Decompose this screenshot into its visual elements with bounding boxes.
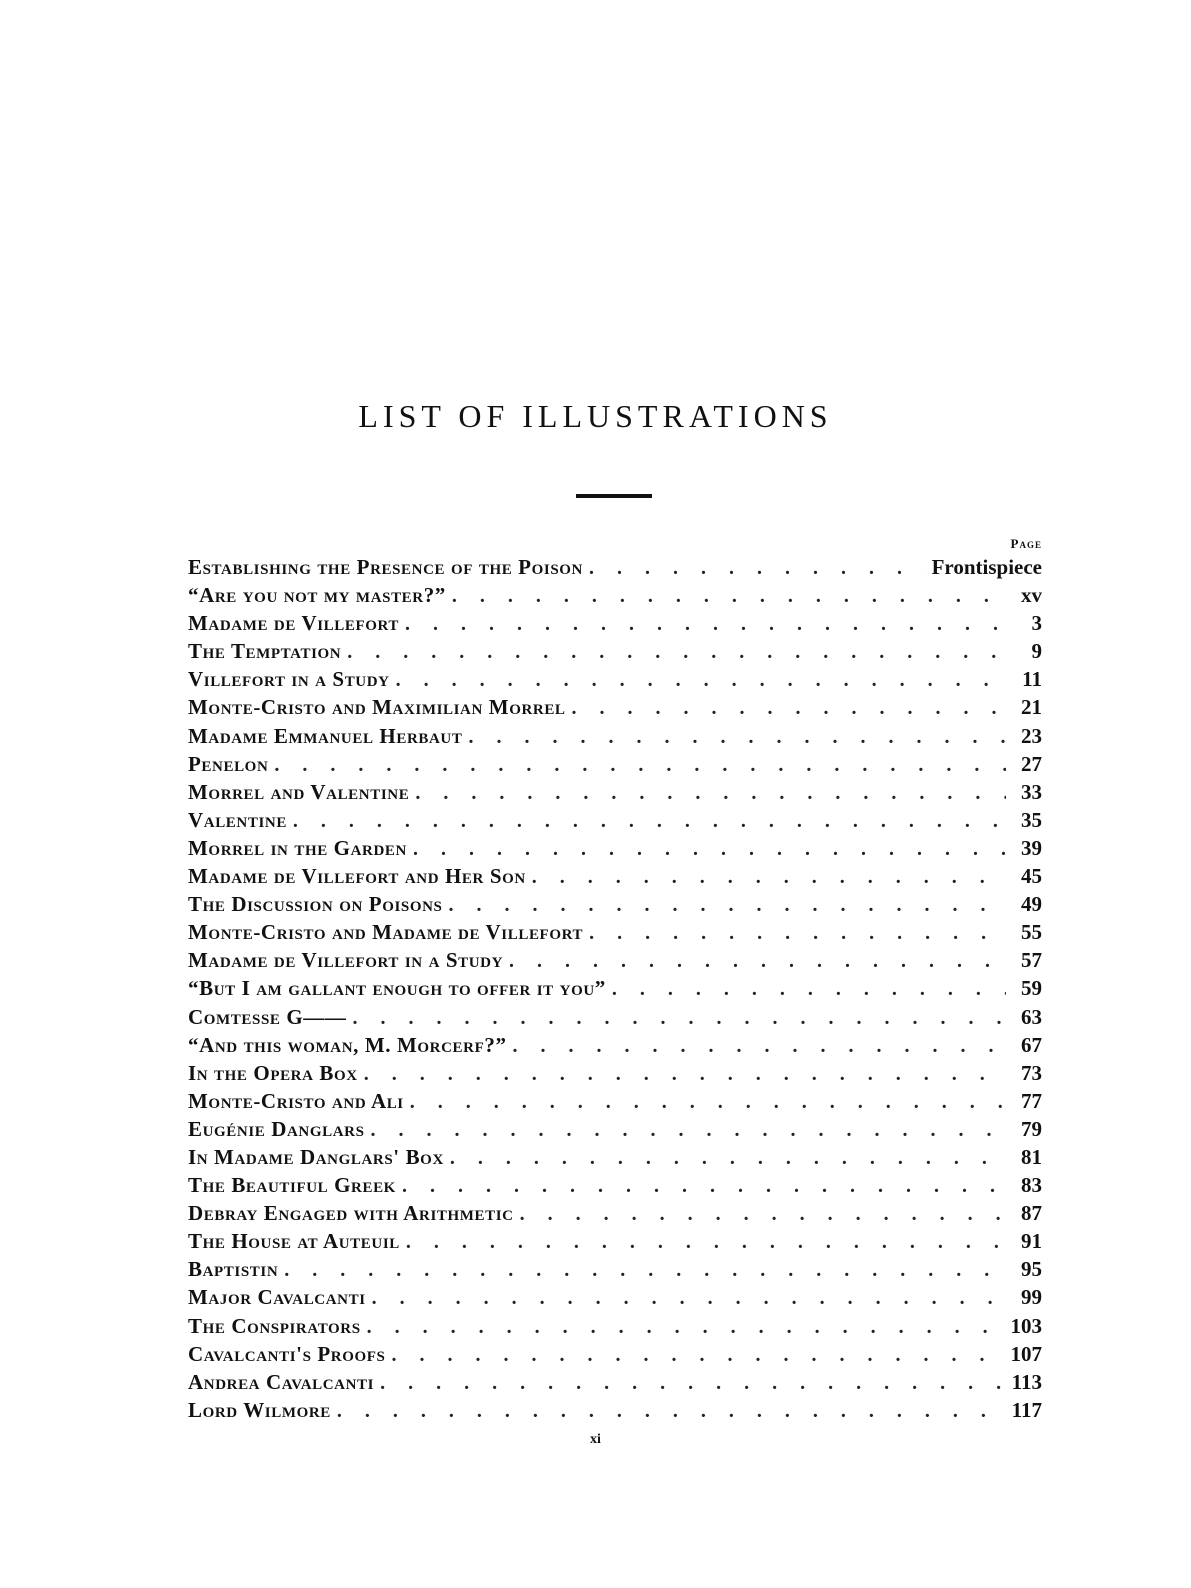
- illustration-title: “But I am gallant enough to offer it you”: [188, 976, 606, 1001]
- list-item: [188, 1227, 1042, 1255]
- illustration-page-number: 103: [1010, 1313, 1042, 1338]
- illustration-page-number: 21: [1021, 695, 1042, 720]
- dot-leader: [274, 751, 1006, 779]
- dot-leader: [284, 1256, 1006, 1284]
- illustration-title: Morrel in the Garden: [188, 835, 407, 860]
- illustration-page-number: 63: [1021, 1004, 1042, 1029]
- dot-leader: [572, 694, 1006, 722]
- dot-leader: [402, 1172, 1006, 1200]
- page-folio: xi: [590, 1432, 601, 1447]
- dot-leader: [415, 779, 1006, 807]
- illustration-title: The Beautiful Greek: [188, 1173, 396, 1198]
- dot-leader: [520, 1200, 1006, 1228]
- dot-leader: [337, 1397, 1006, 1425]
- illustration-title: Penelon: [188, 751, 269, 776]
- dot-leader: [372, 1284, 1006, 1312]
- illustration-title: Debray Engaged with Arithmetic: [188, 1201, 514, 1226]
- list-item: [188, 834, 1042, 862]
- illustration-page-number: 59: [1021, 976, 1042, 1001]
- dot-leader: [367, 1313, 1005, 1341]
- dot-leader: [405, 610, 1006, 638]
- illustration-title: Madame de Villefort and Her Son: [188, 864, 526, 889]
- illustration-title: Madame Emmanuel Herbaut: [188, 723, 463, 748]
- dot-leader: [589, 919, 1006, 947]
- illustration-page-number: 113: [1011, 1369, 1042, 1394]
- list-item: [188, 806, 1042, 834]
- illustration-title: Madame de Villefort in a Study: [188, 948, 504, 973]
- list-item: [188, 1368, 1042, 1396]
- dot-leader: [589, 554, 926, 582]
- list-item: [188, 974, 1042, 1002]
- illustration-page-number: 79: [1021, 1116, 1042, 1141]
- list-item: [188, 609, 1042, 637]
- list-item: [188, 1283, 1042, 1311]
- illustration-title: In Madame Danglars' Box: [188, 1144, 444, 1169]
- illustration-page-number: 3: [1031, 611, 1042, 636]
- list-item: [188, 1171, 1042, 1199]
- illustration-page-number: 35: [1021, 807, 1042, 832]
- illustration-title: Major Cavalcanti: [188, 1285, 366, 1310]
- illustrations-list: [188, 553, 1042, 1424]
- list-item: [188, 1396, 1042, 1424]
- illustration-title: In the Opera Box: [188, 1060, 358, 1085]
- dot-leader: [364, 1060, 1006, 1088]
- dot-leader: [406, 1228, 1006, 1256]
- list-item: [188, 637, 1042, 665]
- illustration-title: Baptistin: [188, 1257, 279, 1282]
- dot-leader: [410, 1088, 1006, 1116]
- list-item: [188, 862, 1042, 890]
- illustration-page-number: 95: [1021, 1257, 1042, 1282]
- list-item: [188, 1003, 1042, 1031]
- list-item: [188, 1312, 1042, 1340]
- illustration-page-number: 45: [1021, 864, 1042, 889]
- illustration-page-number: 87: [1021, 1201, 1042, 1226]
- illustration-title: Morrel and Valentine: [188, 779, 410, 804]
- illustration-title: The Conspirators: [188, 1313, 361, 1338]
- list-item: [188, 1340, 1042, 1368]
- illustration-title: Monte-Cristo and Ali: [188, 1088, 404, 1113]
- dot-leader: [532, 863, 1006, 891]
- list-item: [188, 1199, 1042, 1227]
- illustration-page-number: Frontispiece: [931, 555, 1042, 579]
- illustration-title: “And this woman, M. Morcerf?”: [188, 1032, 507, 1057]
- dot-leader: [347, 638, 1006, 666]
- list-item: [188, 553, 1042, 581]
- page-title: LIST OF ILLUSTRATIONS: [358, 398, 833, 434]
- page-column-header: Page: [1010, 536, 1042, 551]
- list-item: [188, 1031, 1042, 1059]
- illustration-title: The Temptation: [188, 639, 342, 664]
- illustration-title: Valentine: [188, 807, 287, 832]
- list-item: [188, 1059, 1042, 1087]
- illustration-page-number: xv: [1021, 583, 1042, 608]
- illustration-page-number: 39: [1021, 835, 1042, 860]
- illustration-page-number: 81: [1021, 1144, 1042, 1169]
- dot-leader: [371, 1116, 1006, 1144]
- illustration-page-number: 27: [1021, 751, 1042, 776]
- illustration-page-number: 107: [1010, 1341, 1042, 1366]
- illustration-page-number: 11: [1022, 667, 1042, 692]
- list-item: [188, 1115, 1042, 1143]
- list-item: [188, 1255, 1042, 1283]
- list-item: [188, 778, 1042, 806]
- illustration-title: “Are you not my master?”: [188, 583, 446, 608]
- dot-leader: [448, 891, 1006, 919]
- illustration-title: Comtesse G——: [188, 1004, 347, 1029]
- illustration-title: Lord Wilmore: [188, 1397, 331, 1422]
- dot-leader: [509, 947, 1006, 975]
- dot-leader: [468, 723, 1006, 751]
- illustration-title: Monte-Cristo and Madame de Villefort: [188, 920, 584, 945]
- illustration-title: Monte-Cristo and Maximilian Morrel: [188, 695, 566, 720]
- illustration-page-number: 49: [1021, 892, 1042, 917]
- illustration-page-number: 91: [1021, 1229, 1042, 1254]
- illustration-title: Andrea Cavalcanti: [188, 1369, 375, 1394]
- dot-leader: [612, 975, 1006, 1003]
- title-rule: [576, 494, 652, 498]
- illustration-page-number: 73: [1021, 1060, 1042, 1085]
- illustration-page-number: 33: [1021, 779, 1042, 804]
- dot-leader: [396, 666, 1006, 694]
- dot-leader: [413, 835, 1006, 863]
- dot-leader: [450, 1144, 1006, 1172]
- list-item: [188, 581, 1042, 609]
- illustration-title: Madame de Villefort: [188, 611, 399, 636]
- illustration-page-number: 57: [1021, 948, 1042, 973]
- illustration-page-number: 99: [1021, 1285, 1042, 1310]
- illustration-title: Eugénie Danglars: [188, 1116, 365, 1141]
- illustration-title: Villefort in a Study: [188, 667, 390, 692]
- illustration-page-number: 77: [1021, 1088, 1042, 1113]
- list-item: [188, 1087, 1042, 1115]
- illustration-page-number: 117: [1011, 1397, 1042, 1422]
- dot-leader: [452, 582, 1006, 610]
- illustration-title: The Discussion on Poisons: [188, 892, 443, 917]
- dot-leader: [352, 1004, 1006, 1032]
- illustration-title: Establishing the Presence of the Poison: [188, 555, 583, 579]
- list-item: [188, 750, 1042, 778]
- illustration-page-number: 83: [1021, 1173, 1042, 1198]
- dot-leader: [513, 1032, 1006, 1060]
- dot-leader: [293, 807, 1006, 835]
- illustration-title: Cavalcanti's Proofs: [188, 1341, 386, 1366]
- illustration-page-number: 9: [1031, 639, 1042, 664]
- dot-leader: [380, 1369, 1006, 1397]
- list-item: [188, 1143, 1042, 1171]
- list-item: [188, 946, 1042, 974]
- list-item: [188, 722, 1042, 750]
- illustration-page-number: 67: [1021, 1032, 1042, 1057]
- list-item: [188, 665, 1042, 693]
- illustration-title: The House at Auteuil: [188, 1229, 400, 1254]
- illustration-page-number: 23: [1021, 723, 1042, 748]
- list-item: [188, 918, 1042, 946]
- illustration-page-number: 55: [1021, 920, 1042, 945]
- list-item: [188, 693, 1042, 721]
- dot-leader: [391, 1341, 1004, 1369]
- list-item: [188, 890, 1042, 918]
